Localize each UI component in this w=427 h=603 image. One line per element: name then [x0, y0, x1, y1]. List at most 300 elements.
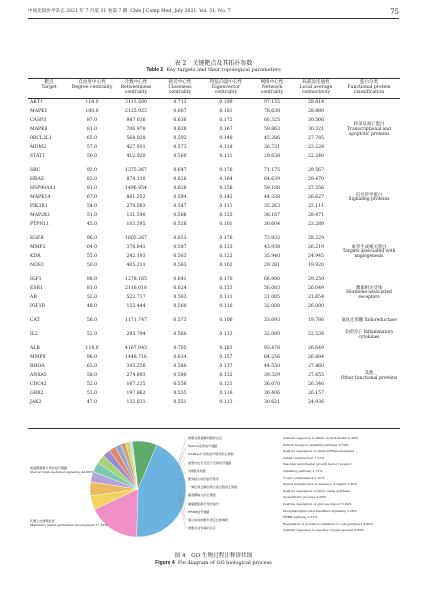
target-cell: NOS3	[30, 262, 44, 268]
target-cell: SRC	[30, 167, 41, 173]
pie-middle-label: GTPase介导的信号转导的正调控	[188, 452, 234, 457]
table-body	[28, 98, 400, 408]
pie-legend-label: Cellular response to reactive oxygen species 4.69%	[283, 528, 364, 533]
value-cell: 0.181	[219, 108, 233, 114]
value-cell: 0.164	[219, 176, 233, 182]
value-cell: 81.0	[86, 285, 98, 291]
value-cell: 0.183	[219, 346, 233, 352]
value-cell: 0.558	[173, 382, 187, 388]
table-row	[28, 167, 400, 176]
value-cell: 26.000	[307, 303, 325, 309]
pie-middle-label: 细胞对氨基酸刺激的反应	[188, 436, 223, 440]
target-cell: CAT	[30, 317, 40, 323]
value-cell: 706.978	[126, 126, 146, 132]
value-cell: 28.814	[307, 99, 325, 105]
value-cell: 0.641	[173, 276, 187, 282]
value-cell: 0.560	[173, 153, 187, 159]
value-cell: 29.250	[307, 276, 325, 282]
pie-middle-label: 配体缺失时的信号转导	[188, 477, 219, 481]
category-line: Signaling proteins	[348, 197, 390, 203]
value-cell: 28.471	[307, 212, 325, 218]
table-row	[28, 331, 400, 341]
pie-legend-label: Positive regulation of nitric-oxide synthase	[283, 488, 351, 493]
column-header	[70, 80, 114, 98]
target-cell: MMP9	[30, 355, 46, 361]
column-header-en: Functional protein classification	[347, 84, 391, 95]
value-cell: 0.102	[219, 262, 233, 268]
value-cell: 0.555	[173, 391, 187, 397]
category-line: apoptotic proteins	[348, 131, 390, 137]
value-cell: 47.0	[86, 400, 98, 406]
value-cell: 29.567	[307, 167, 325, 173]
value-cell: 0.592	[173, 135, 187, 141]
column-header-en: Target	[41, 84, 57, 90]
value-cell: 32.008	[263, 303, 281, 309]
pie-label-mammary-pct: 17.53%	[95, 522, 108, 527]
column-header-cn: 接近中心性	[168, 80, 192, 85]
value-cell: 50.0	[86, 262, 98, 268]
column-header-cn: 自由度中心性	[78, 80, 106, 85]
category-line: 其他	[364, 371, 374, 377]
value-cell: 0.594	[173, 194, 187, 200]
category-line: Other functional proteins	[340, 375, 398, 381]
target-cell: ANXA5	[30, 373, 47, 379]
value-cell: 0.157	[219, 355, 233, 361]
value-cell: 1375.367	[125, 167, 147, 173]
value-cell: 30.321	[307, 126, 325, 132]
value-cell: 39.329	[263, 373, 281, 379]
pie-label-mammary	[30, 520, 107, 528]
value-cell: 0.172	[219, 117, 233, 123]
column-header-cn: 局部边连通性	[302, 80, 330, 85]
value-cell: 66.980	[263, 276, 281, 282]
value-cell: 0.122	[219, 253, 233, 259]
value-cell: 29.470	[307, 176, 325, 182]
value-cell: 0.528	[173, 221, 187, 227]
column-header	[294, 80, 338, 98]
value-cell: 0.111	[219, 153, 233, 159]
value-cell: 0.140	[219, 135, 233, 141]
value-cell: 0.113	[219, 400, 233, 406]
value-cell: 0.137	[219, 364, 233, 370]
target-cell: 9BCL2L1	[30, 135, 52, 141]
value-cell: 30.604	[263, 221, 281, 227]
value-cell: 51.0	[86, 212, 98, 218]
category-cell	[338, 276, 400, 312]
target-cell: MAP2K1	[30, 212, 51, 218]
value-cell: 22.240	[307, 153, 325, 159]
value-cell: 45.0	[86, 221, 98, 227]
value-cell: 21.654	[307, 294, 325, 300]
value-cell: 270.083	[126, 203, 146, 209]
value-cell: 274.893	[126, 373, 146, 379]
header-rule	[28, 18, 399, 19]
figure-caption-en-text: Pie diagram of GO biological process	[177, 560, 272, 566]
value-cell: 0.170	[219, 276, 233, 282]
value-cell: 0.563	[173, 253, 187, 259]
pie-legend-label: biosynthetic process 2.58%	[283, 495, 327, 500]
value-cell: 52.0	[86, 294, 98, 300]
value-cell: 29.281	[263, 262, 281, 268]
value-cell: 78.638	[263, 108, 281, 114]
value-cell: 31.005	[263, 294, 281, 300]
table-bottom-rule	[28, 428, 400, 429]
leader-line	[178, 455, 186, 470]
value-cell: 88.0	[86, 276, 98, 282]
value-cell: 52.0	[86, 332, 98, 338]
pie-legend-label: signaling pathway 1.71%	[283, 469, 323, 473]
value-cell: 0.653	[173, 235, 187, 241]
value-cell: 45.286	[263, 135, 281, 141]
value-cell: 0.111	[219, 203, 233, 209]
target-cell: ESR1	[30, 285, 43, 291]
value-cell: 0.580	[173, 364, 187, 370]
target-cell: IGF1R	[30, 303, 46, 309]
value-cell: 0.106	[219, 317, 233, 323]
value-cell: 103.395	[126, 221, 146, 227]
value-cell: 0.132	[219, 373, 233, 379]
value-cell: 26.649	[307, 346, 325, 352]
value-cell: 56.0	[86, 317, 98, 323]
pie-middle-label: 蛋白质向细胞外周定位的调控	[188, 518, 229, 522]
value-cell: 0.667	[173, 108, 187, 114]
value-cell: 23.228	[307, 144, 325, 150]
column-header	[158, 80, 202, 98]
value-cell: 568.028	[126, 135, 146, 141]
value-cell: 57.0	[86, 144, 98, 150]
pie-middle-label: 血管内皮生长因子受体信号通路	[188, 460, 232, 465]
value-cell: 19.920	[307, 262, 325, 268]
value-cell: 36.187	[263, 212, 281, 218]
column-header-cn: 蛋白分类	[359, 80, 379, 85]
value-cell: 64.0	[86, 244, 98, 250]
column-header	[250, 80, 294, 98]
column-header-en: Network centrality	[260, 84, 284, 95]
value-cell: 83.0	[86, 176, 98, 182]
value-cell: 987.036	[126, 117, 146, 123]
category-cell	[338, 167, 400, 230]
column-header-cn: 介数中心性	[124, 80, 148, 85]
pie-legend-label: Regulation of protein localization to cell periphery 4.69%	[283, 521, 374, 526]
pie-legend-label: Cellular response to amino acid stimulus 0.39%	[283, 436, 358, 440]
table-label: Table 2	[146, 67, 164, 73]
column-header-en: Betweenness centrality	[120, 84, 152, 95]
pie-middle-label: ERBB信号通路	[188, 509, 210, 514]
value-cell: 412.920	[126, 153, 146, 159]
value-cell: 0.634	[173, 355, 187, 361]
value-cell: 36.406	[263, 391, 281, 397]
value-cell: 0.156	[219, 185, 233, 191]
pie-legend-label: Positive regulation of glucose import 3.04%	[283, 502, 352, 506]
value-cell: 0.176	[219, 167, 233, 173]
value-cell: 35.263	[263, 203, 281, 209]
target-cell: GRB2	[30, 391, 44, 397]
pie-label-steroid	[30, 467, 93, 475]
target-cell: HRAS	[30, 176, 44, 182]
value-cell: 0.133	[219, 244, 233, 250]
category-line: 转录及凋亡蛋白	[353, 122, 385, 128]
value-cell: 73.932	[263, 235, 281, 241]
value-cell: 376.641	[126, 244, 146, 250]
value-cell: 92.0	[86, 167, 98, 173]
target-cell: EGFR	[30, 235, 44, 241]
value-cell: 24.936	[307, 400, 325, 406]
value-cell: 33.693	[263, 317, 281, 323]
value-cell: 26.884	[307, 355, 325, 361]
value-cell: 0.566	[173, 212, 187, 218]
value-cell: 27.785	[307, 135, 325, 141]
pie-middle-label: Ephrin受体信号通路	[188, 444, 218, 449]
value-cell: 0.111	[219, 294, 233, 300]
pie-middle-label: T细胞共刺激	[188, 468, 206, 473]
value-cell: 242.193	[126, 253, 146, 259]
value-cell: 118.0	[85, 99, 99, 105]
value-cell: 43.938	[263, 244, 281, 250]
value-cell: 35.940	[263, 253, 281, 259]
value-cell: 59.863	[263, 126, 281, 132]
value-cell: 19.786	[307, 317, 325, 323]
column-header-cn: 特征向量中心性	[209, 80, 243, 85]
value-cell: 48.0	[86, 303, 98, 309]
value-cell: 2116.018	[125, 285, 147, 291]
target-cell: AKT1	[30, 99, 43, 105]
table-row	[28, 276, 400, 285]
column-header	[28, 80, 70, 98]
column-header-en: Eigenvector centrality	[211, 84, 241, 95]
value-cell: 23.289	[307, 221, 325, 227]
value-cell: 30.506	[307, 117, 325, 123]
target-cell: MMP2	[30, 244, 46, 250]
value-cell: 22.538	[307, 332, 325, 338]
value-cell: 0.167	[219, 126, 233, 132]
value-cell: 874.110	[126, 176, 146, 182]
value-cell: 24.945	[307, 253, 325, 259]
value-cell: 0.176	[219, 235, 233, 241]
value-cell: 0.587	[173, 244, 187, 250]
column-header-cn: 网络中心性	[260, 80, 284, 85]
value-cell: 1496.954	[125, 185, 147, 191]
value-cell: 131.540	[126, 212, 146, 218]
pie-legend-label: ERBB pathway 3.51%	[283, 515, 318, 520]
value-cell: 81.0	[86, 185, 98, 191]
page-number: 75	[390, 8, 399, 16]
running-header	[28, 8, 399, 18]
value-cell: 0.560	[173, 332, 187, 338]
value-cell: 1603.267	[125, 235, 147, 241]
value-cell: 87.0	[86, 117, 98, 123]
value-cell: 29.638	[263, 153, 281, 159]
target-cell: CDC42	[30, 382, 47, 388]
value-cell: 30.621	[263, 400, 281, 406]
value-cell: 167.235	[126, 382, 146, 388]
value-cell: 345.256	[126, 364, 146, 370]
value-cell: 0.547	[173, 203, 187, 209]
pie-middle-label: 一氧化氮合酶生物合成过程的正调控	[188, 485, 238, 490]
value-cell: 0.713	[173, 99, 187, 105]
category-line: 炎症因子 Inflammatory cytokines	[344, 329, 394, 340]
leader-line	[178, 439, 186, 464]
value-cell: 23.111	[307, 203, 325, 209]
pie-middle-label: 葡萄糖输入的正调控	[188, 493, 216, 498]
value-cell: 26.049	[307, 285, 325, 291]
value-cell: 65.0	[86, 135, 98, 141]
value-cell: 0.573	[173, 317, 187, 323]
value-cell: 0.142	[219, 194, 233, 200]
target-cell: STAT1	[30, 153, 46, 159]
value-cell: 0.116	[219, 391, 233, 397]
value-cell: 0.116	[219, 303, 233, 309]
pie-legend-label: Positive regulation of small GTPase mediated	[283, 449, 355, 454]
category-cell	[338, 345, 400, 408]
value-cell: 0.628	[173, 126, 187, 132]
pie-legend-label: signal transduction 1.37%	[283, 455, 325, 460]
value-cell: 0.113	[219, 332, 233, 338]
journal-line	[28, 8, 231, 14]
pie-middle-label: 细胞对活性氧的反应	[188, 526, 216, 531]
value-cell: 861.352	[126, 194, 146, 200]
pie-middle-label: 磷脂酰肌醇介导的信号	[188, 501, 219, 506]
value-cell: 4167.043	[125, 346, 147, 352]
figure-label: Figure 4	[155, 560, 175, 566]
value-cell: 3115.500	[125, 99, 147, 105]
value-cell: 100.0	[85, 108, 99, 114]
table-row	[28, 317, 400, 326]
category-line: 血管生成相关蛋白	[351, 244, 387, 250]
value-cell: 96.0	[86, 235, 98, 241]
table-title-en-text: Key targets and their topological parameters	[166, 67, 281, 73]
pie-legend-label: Phosphatidylinositol-mediated signaling 3.28%	[283, 508, 357, 513]
table-title-en	[0, 67, 427, 73]
target-cell: AR	[30, 294, 37, 300]
value-cell: 0.563	[173, 262, 187, 268]
value-cell: 36.731	[263, 144, 281, 150]
value-cell: 0.551	[173, 400, 187, 406]
target-cell: KDR	[30, 253, 41, 259]
value-cell: 28.880	[307, 108, 325, 114]
value-cell: 26.346	[307, 382, 325, 388]
value-cell: 55.0	[86, 253, 98, 259]
value-cell: 86.0	[86, 355, 98, 361]
value-cell: 52.0	[86, 382, 98, 388]
value-cell: 27.556	[307, 185, 325, 191]
target-cell: HSP90AA1	[30, 185, 56, 191]
figure-caption-en	[0, 560, 427, 566]
value-cell: 97.155	[263, 99, 281, 105]
value-cell: 2125.923	[125, 108, 147, 114]
value-cell: 0.626	[173, 185, 187, 191]
target-cell: CASP3	[30, 117, 46, 123]
category-line: 激素相关受体	[355, 285, 383, 291]
category-line: Targets associated with angiogenesis	[342, 249, 396, 260]
target-cell: MAPK1	[30, 108, 48, 114]
table-header	[28, 80, 400, 98]
value-cell: 0.125	[219, 212, 233, 218]
value-cell: 0.647	[173, 167, 187, 173]
value-cell: 51.0	[86, 391, 98, 397]
value-cell: 36.070	[263, 382, 281, 388]
pie-legend-label: Vascular endothelial growth factor receptor	[283, 462, 352, 467]
leader-line	[178, 447, 186, 467]
value-cell: 71.175	[263, 167, 281, 173]
journal-cn: 中国比较医学杂志 2021 年 7 月第 31 卷第 7 期	[28, 9, 128, 14]
category-cell	[338, 235, 400, 271]
value-cell: 64.639	[263, 176, 281, 182]
column-header	[338, 80, 400, 98]
value-cell: 0.153	[219, 285, 233, 291]
column-header	[202, 80, 250, 98]
value-cell: 27.655	[307, 373, 325, 379]
target-cell: ALB	[30, 346, 40, 352]
value-cell: 26.157	[307, 391, 325, 397]
value-cell: 81.0	[86, 126, 98, 132]
value-cell: 44.338	[263, 194, 281, 200]
target-cell: MAPK8	[30, 126, 48, 132]
pie-label-steroid-pct: 44.09%	[81, 469, 94, 474]
value-cell: 0.705	[173, 346, 187, 352]
value-cell: 32.080	[263, 332, 281, 338]
value-cell: 114.0	[85, 346, 99, 352]
pie-legend-label: Signal transduction in absence of ligand 2.36%	[283, 482, 358, 487]
category-line: 信号传导蛋白	[355, 192, 383, 198]
target-cell: IGF1	[30, 276, 42, 282]
pie-legend-label: Ephrin receptor signaling pathway 0.59%	[283, 442, 349, 447]
value-cell: 197.862	[126, 391, 146, 397]
pie-label-mammary-en: Mammary gland epithelium development	[30, 522, 95, 527]
value-cell: 295.794	[126, 332, 146, 338]
target-cell: IL2	[30, 332, 38, 338]
category-cell	[338, 98, 400, 162]
table-top-rule	[28, 78, 400, 79]
value-cell: 66.325	[263, 117, 281, 123]
value-cell: 522.717	[126, 294, 146, 300]
target-cell: PIK3R1	[30, 203, 48, 209]
value-cell: 67.0	[86, 194, 98, 200]
column-header-en: Local average connectivity	[299, 84, 333, 95]
category-cell	[338, 331, 400, 341]
value-cell: 64.256	[263, 355, 281, 361]
value-cell: 26.219	[307, 244, 325, 250]
value-cell: 1278.165	[125, 276, 147, 282]
column-header-en: Closeness centrality	[168, 84, 192, 95]
value-cell: 427.931	[126, 144, 146, 150]
value-cell: 93.478	[263, 346, 281, 352]
column-header-en: Degree centrality	[71, 84, 113, 90]
value-cell: 0.626	[173, 176, 187, 182]
value-cell: 59.188	[263, 185, 281, 191]
value-cell: 27.460	[307, 364, 325, 370]
value-cell: 56.083	[263, 285, 281, 291]
value-cell: 63.0	[86, 364, 98, 370]
pie-label-mammary-cn: 乳腺上皮增殖发育	[30, 519, 55, 523]
value-cell: 50.0	[86, 153, 98, 159]
value-cell: 44.550	[263, 364, 281, 370]
value-cell: 58.0	[86, 373, 98, 379]
table-row	[28, 98, 400, 108]
value-cell: 0.101	[219, 221, 233, 227]
value-cell: 0.636	[173, 117, 187, 123]
pie-label-steroid-cn: 类固醇激素介导的信号通路	[30, 466, 68, 470]
value-cell: 0.118	[219, 144, 233, 150]
value-cell: 54.0	[86, 203, 98, 209]
target-cell: RHOA	[30, 364, 45, 370]
category-cell	[338, 317, 400, 326]
table-row	[28, 345, 400, 354]
journal-en: Chin J Comp Med, July 2021, Vol. 31, No. 7	[130, 9, 231, 14]
value-cell: 0.580	[173, 373, 187, 379]
value-cell: 132.031	[126, 400, 146, 406]
pie-legend-label: T cell costimulation 1.97%	[283, 475, 325, 480]
value-cell: 26.627	[307, 194, 325, 200]
